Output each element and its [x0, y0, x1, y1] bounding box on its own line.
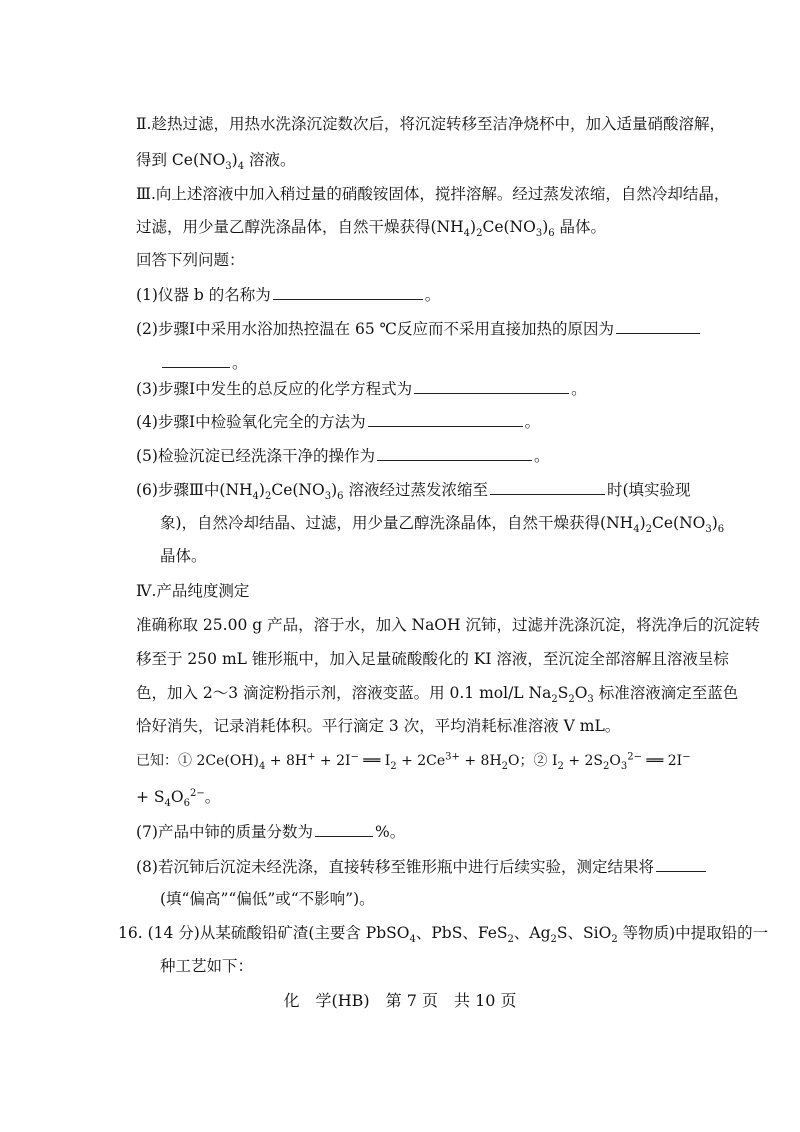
question-3: (3)步骤Ⅰ中发生的总反应的化学方程式为 。 — [136, 377, 587, 400]
purity-para-line4: 恰好消失，记录消耗体积。平行滴定 3 次，平均消耗标准溶液 V mL。 — [136, 717, 621, 735]
answer-blank-5[interactable] — [377, 444, 532, 461]
question-4: (4)步骤Ⅰ中检验氧化完全的方法为 。 — [136, 410, 540, 433]
purity-para-line2: 移至于 250 mL 锥形瓶中，加入足量硫酸酸化的 KI 溶液，至沉淀全部溶解且溶液呈棕 — [136, 650, 729, 668]
purity-para-line3: 色，加入 2～3 滴淀粉指示剂，溶液变蓝。用 0.1 mol/L $Na_2S_2O_3$ 标准溶液滴定至蓝色 — [136, 684, 739, 706]
answer-blank-3[interactable] — [414, 377, 569, 394]
step2-line1: Ⅱ.趁热过滤，用热水洗涤沉淀数次后，将沉淀转移至洁净烧杯中，加入适量硝酸溶解， — [136, 115, 725, 133]
step3-line1: Ⅲ.向上述溶液中加入稍过量的硝酸铵固体，搅拌溶解。经过蒸发浓缩，自然冷却结晶， — [136, 185, 730, 203]
answer-blank-1[interactable] — [273, 283, 423, 300]
answer-blank-8[interactable] — [656, 855, 706, 872]
known-reactions-line1: 已知：① $2Ce(OH)_4 + 8H^+ + 2I^-$ ══ $I_2 + 2Ce^{3+} + 8H_2O$；② $I_2 + 2S_2O_3^{2-}$ ══ 2I− — [136, 751, 691, 772]
step3-line2: 过滤，用少量乙醇洗涤晶体，自然干燥获得$(NH_4)_2Ce(NO_3)_6$ 晶体。 — [136, 218, 607, 240]
step2-line2: 得到 $Ce(NO_3)_4$ 溶液。 — [136, 151, 296, 173]
question-7: (7)产品中铈的质量分数为 %。 — [136, 820, 405, 843]
question-2: (2)步骤Ⅰ中采用水浴加热控温在 65 ℃反应而不采用直接加热的原因为 — [136, 317, 702, 340]
question-6-line2: 象)，自然冷却结晶、过滤，用少量乙醇洗涤晶体，自然干燥获得$(NH_4)_2Ce(NO_3)_6$ — [160, 514, 725, 536]
question-8-line2: (填“偏高”“偏低”或“不影响”)。 — [160, 890, 375, 908]
answer-prompt: 回答下列问题： — [136, 251, 245, 269]
page-footer: 化 学(HB) 第 7 页 共 10 页 — [283, 991, 517, 1010]
question-16-line1: 16. (14 分)从某硫酸铅矿渣(主要含 PbSO$_4$、PbS、FeS$_2$、$Ag_2S$、SiO$_2$ 等物质)中提取铅的一 — [118, 924, 769, 946]
answer-blank-7[interactable] — [315, 820, 373, 837]
answer-blank-4[interactable] — [368, 410, 523, 427]
question-5: (5)检验沉淀已经洗涤干净的操作为 。 — [136, 444, 549, 467]
purity-para-line1: 准确称取 25.00 g 产品，溶于水，加入 NaOH 沉铈，过滤并洗涤沉淀，将洗净后的沉淀转 — [136, 616, 760, 634]
answer-blank-2a[interactable] — [616, 317, 700, 334]
answer-blank-2b[interactable] — [162, 351, 230, 368]
question-1: (1)仪器 b 的名称为 。 — [136, 283, 440, 306]
answer-blank-6[interactable] — [490, 478, 605, 495]
known-reactions-line2: + $S_4O_6^{2-}$。 — [136, 787, 221, 810]
question-2-cont: 。 — [160, 351, 248, 374]
question-6-line3: 晶体。 — [160, 547, 207, 565]
question-16-line2: 种工艺如下： — [160, 957, 254, 975]
question-8-line1: (8)若沉铈后沉淀未经洗涤，直接转移至锥形瓶中进行后续实验，测定结果将 — [136, 855, 708, 878]
section-4-heading: Ⅳ.产品纯度测定 — [136, 582, 250, 600]
question-6-line1: (6)步骤Ⅲ中$(NH_4)_2Ce(NO_3)_6$ 溶液经过蒸发浓缩至 时(填实验现 — [136, 478, 691, 501]
